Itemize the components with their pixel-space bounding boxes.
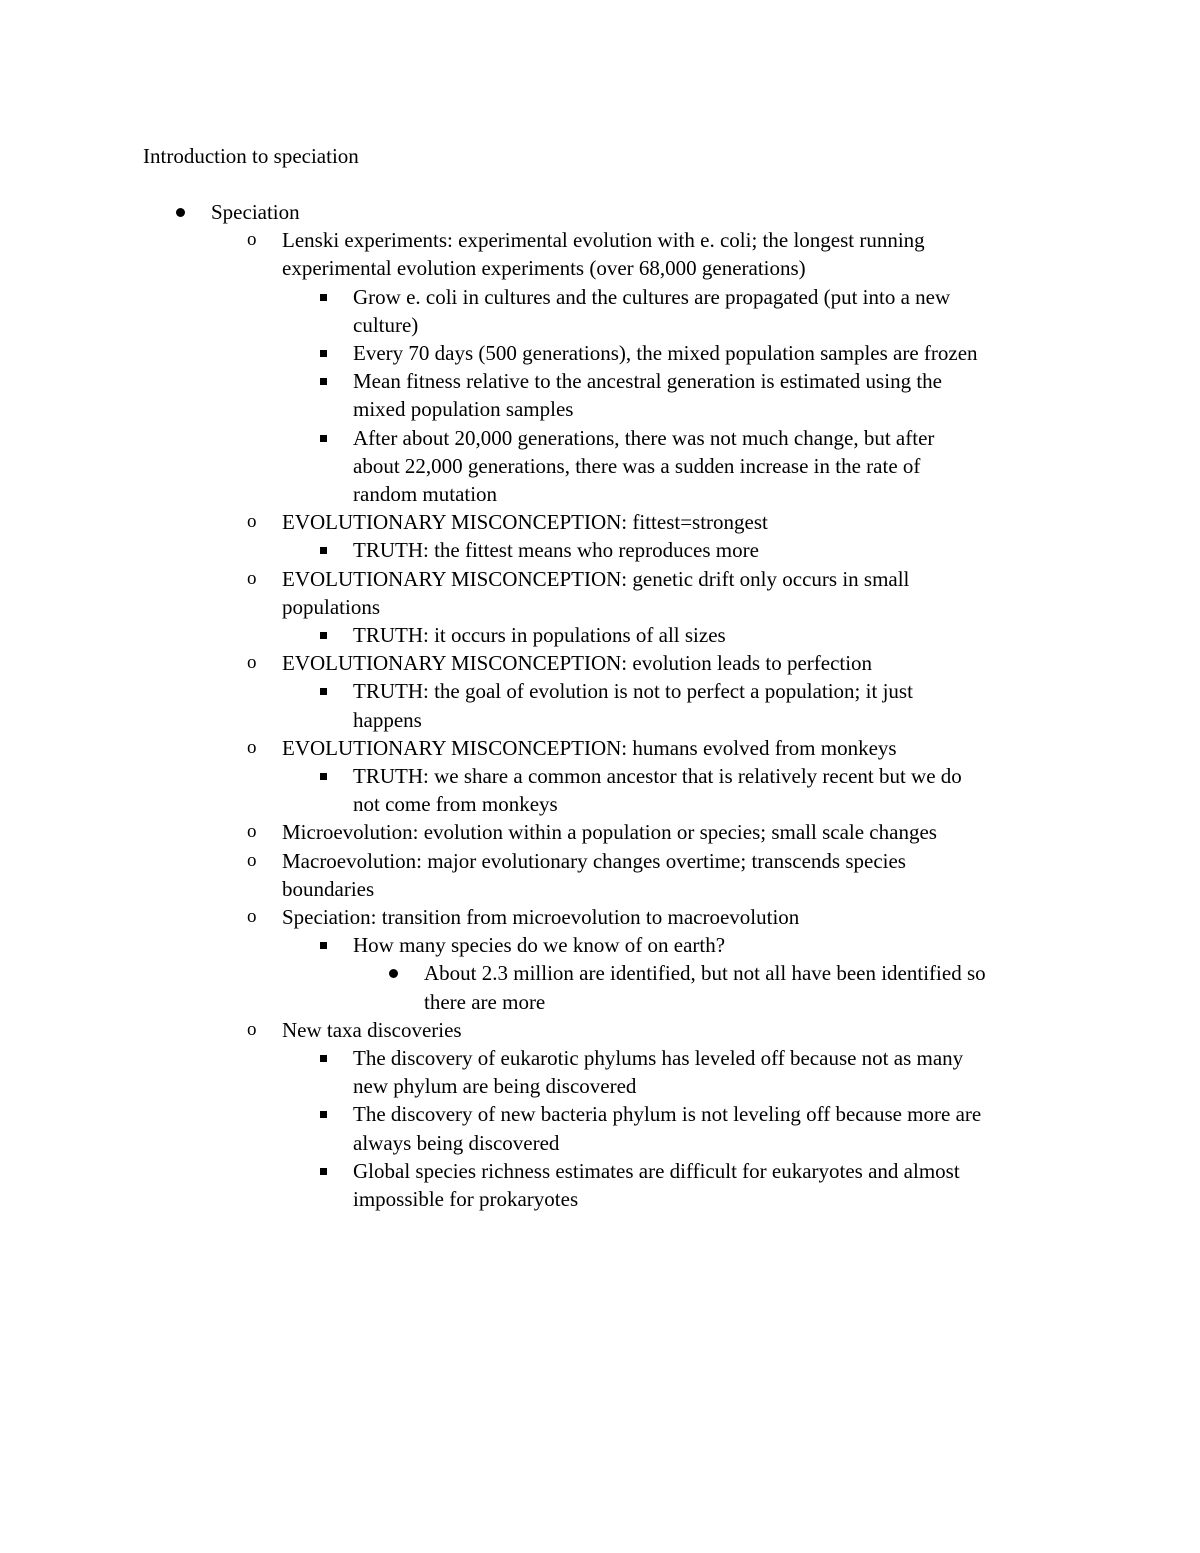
outline-line: mixed population samples [353, 397, 574, 422]
bullet-circle-icon: o [247, 652, 257, 674]
outline-line: about 22,000 generations, there was a sudden increase in the rate of [353, 453, 921, 478]
bullet-square-icon [320, 435, 327, 442]
outline-line: Global species richness estimates are difficult for eukaryotes and almost [353, 1158, 960, 1183]
outline-line: boundaries [282, 876, 375, 901]
outline-line: EVOLUTIONARY MISCONCEPTION: evolution leads to perfection [282, 651, 873, 676]
outline-line: Lenski experiments: experimental evolution with e. coli; the longest running [282, 228, 925, 253]
outline-line: EVOLUTIONARY MISCONCEPTION: humans evolved from monkeys [282, 735, 897, 760]
bullet-square-icon [320, 1111, 327, 1118]
outline-line: populations [282, 594, 380, 619]
bullet-circle-icon: o [247, 736, 257, 758]
page-title: Introduction to speciation [143, 144, 359, 168]
outline-line: New taxa discoveries [282, 1017, 462, 1042]
outline-line: TRUTH: the fittest means who reproduces more [353, 538, 759, 563]
bullet-dot-icon [176, 208, 185, 217]
outline-line: random mutation [353, 482, 498, 506]
bullet-square-icon [320, 1055, 327, 1062]
bullet-square-icon [320, 1168, 327, 1175]
outline-line: Mean fitness relative to the ancestral generation is estimated using the [353, 369, 942, 394]
bullet-square-icon [320, 350, 327, 357]
outline-line: new phylum are being discovered [353, 1074, 637, 1099]
outline-line: How many species do we know of on earth? [353, 933, 726, 958]
bullet-dot-icon [389, 969, 398, 978]
outline-line: experimental evolution experiments (over 68,000 generations) [282, 256, 806, 281]
outline-line: Speciation: transition from microevolution to macroevolution [282, 905, 800, 929]
outline-line: After about 20,000 generations, there was not much change, but after [353, 425, 935, 450]
bullet-square-icon [320, 378, 327, 385]
outline-line: there are more [424, 989, 546, 1014]
outline-line: Every 70 days (500 generations), the mixed population samples are frozen [353, 341, 978, 365]
outline-line: Grow e. coli in cultures and the cultures are propagated (put into a new [353, 284, 951, 309]
outline-line: The discovery of new bacteria phylum is not leveling off because more are [353, 1102, 982, 1127]
bullet-circle-icon: o [247, 567, 257, 589]
bullet-square-icon [320, 294, 327, 301]
outline-line: Speciation [211, 200, 300, 224]
bullet-square-icon [320, 942, 327, 949]
outline-line: TRUTH: it occurs in populations of all sizes [353, 623, 726, 647]
outline-line: happens [353, 707, 422, 732]
bullet-square-icon [320, 773, 327, 780]
bullet-square-icon [320, 688, 327, 695]
outline-line: always being discovered [353, 1130, 560, 1155]
bullet-circle-icon: o [247, 1018, 257, 1040]
outline-line: About 2.3 million are identified, but not all have been identified so [424, 961, 986, 986]
outline-line: not come from monkeys [353, 792, 558, 817]
outline-line: Macroevolution: major evolutionary changes overtime; transcends species [282, 848, 906, 873]
outline-line: TRUTH: we share a common ancestor that is relatively recent but we do [353, 764, 962, 788]
outline-line: culture) [353, 312, 419, 337]
outline-line: EVOLUTIONARY MISCONCEPTION: genetic drift only occurs in small [282, 566, 910, 591]
outline-line: EVOLUTIONARY MISCONCEPTION: fittest=strongest [282, 510, 768, 535]
bullet-square-icon [320, 632, 327, 639]
bullet-circle-icon: o [247, 229, 257, 251]
bullet-square-icon [320, 547, 327, 554]
bullet-circle-icon: o [247, 849, 257, 871]
outline-line: TRUTH: the goal of evolution is not to perfect a population; it just [353, 679, 913, 704]
bullet-circle-icon: o [247, 821, 257, 843]
outline-line: The discovery of eukarotic phylums has leveled off because not as many [353, 1046, 964, 1070]
bullet-circle-icon: o [247, 906, 257, 927]
outline-line: Microevolution: evolution within a population or species; small scale changes [282, 820, 937, 845]
outline-line: impossible for prokaryotes [353, 1187, 579, 1211]
bullet-circle-icon: o [247, 511, 257, 533]
